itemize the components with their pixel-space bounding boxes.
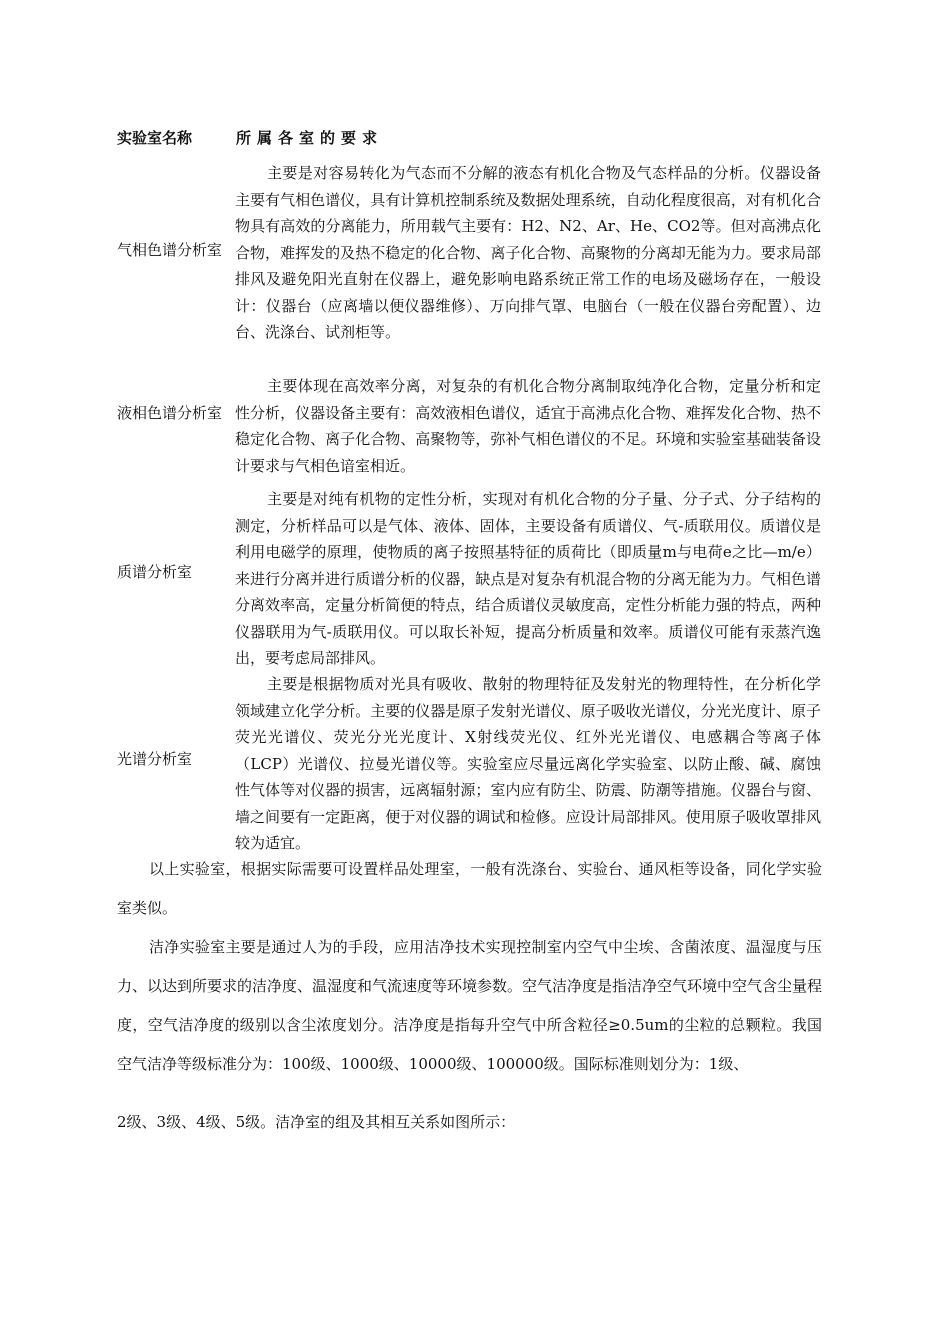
lab-name: 光谱分析室 (117, 750, 193, 768)
lab-name: 气相色谱分析室 (117, 241, 223, 259)
lab-description: 主要体现在高效率分离，对复杂的有机化合物分离制取纯净化合物，定量分析和定性分析，仪器设备主要有：高效液相色谱仪，适宜于高沸点化合物、难挥发化合物、热不稳定化合物、离子化合物、高聚物等，弥补气相色谱仪的不足。环境和实验室基础装备设计要求与气相色谙室相近。 (235, 377, 821, 475)
lab-name-column-header: 实验室名称 (117, 129, 193, 147)
lab-description: 主要是根据物质对光具有吸收、散射的物理特征及发射光的物理特性，在分析化学领域建立化学分析。主要的仪器是原子发射光谱仪、原子吸收光谱仪，分光光度计、原子荧光光谱仪、荧光分光光度计、X射线荧光仪、红外光光谱仪、电感耦合等离子体（LCP）光谱仪、拉曼光谱仪等。实验室应尽量远离化学实验室、以防止酸、碱、腐蚀性气体等对仪器的损害，远离辐射源；室内应有防尘、防震、防潮等措施。仪器台与窗、墙之间要有一定距离，便于对仪器的调试和检修。应设计局部排风。使用原子吸收罩排风较为适宜。 (235, 675, 821, 852)
lab-name: 质谱分析室 (117, 563, 193, 581)
paragraph-clean-room-continued: 2级、3级、4级、5级。洁净室的组及其相互关系如图所示： (117, 1113, 516, 1131)
requirements-column-header: 所属各室的要求 (236, 129, 384, 147)
table-row (117, 160, 821, 360)
paragraph-clean-room: 洁净实验室主要是通过人为的手段，应用洁净技术实现控制室内空气中尘埃、含菌浓度、温湿度与压力、以达到所要求的洁净度、温湿度和气流速度等环境参数。空气洁净度是指洁净空气环境中空气含尘量程度，空气洁净度的级别以含尘浓度划分。洁净度是指每升空气中所含粒径≥0.5um的尘粒的总颗粒。我国空气洁净等级标准分为：100级、1000级、10000级、100000级。国际标准则划分为：1级、 (117, 938, 823, 1073)
lab-description: 主要是对容易转化为气态而不分解的液态有机化合物及气态样品的分析。仪器设备主要有气相色谱仪，具有计算机控制系统及数据处理系统，自动化程度很高，对有机化合物具有高效的分离能力，所用载气主要有：H2、N2、Ar、He、CO2等。但对高沸点化合物，难挥发的及热不稳定的化合物、离子化合物、高聚物的分离却无能为力。要求局部排风及避免阳光直射在仪器上，避免影响电路系统正常工作的电场及磁场存在，一般设计：仪器台（应离墙以便仪器维修）、万向排气罩、电脑台（一般在仪器台旁配置）、边台、洗涤台、试剂柜等。 (235, 164, 821, 341)
table-row (117, 671, 821, 852)
table-row (117, 373, 821, 483)
table-row (117, 486, 821, 667)
lab-name: 液相色谱分析室 (117, 404, 223, 422)
lab-description: 主要是对纯有机物的定性分析，实现对有机化合物的分子量、分子式、分子结构的测定，分析样品可以是气体、液体、固体，主要设备有质谱仪、气-质联用仪。质谱仪是利用电磁学的原理，使物质的离子按照基特征的质荷比（即质量m与电荷e之比—m/e）来进行分离并进行质谱分析的仪器，缺点是对复杂有机混合物的分离无能为力。气相色谱分离效率高，定量分析简便的特点，结合质谱仪灵敏度高，定性分析能力强的特点，两种仪器联用为气-质联用仪。可以取长补短，提高分析质量和效率。质谱仪可能有汞蒸汽逸出，要考虑局部排风。 (235, 490, 821, 667)
paragraph-sample-prep: 以上实验室，根据实际需要可设置样品处理室，一般有洗涤台、实验台、通风柜等设备，同化学实验室类似。 (117, 860, 822, 917)
